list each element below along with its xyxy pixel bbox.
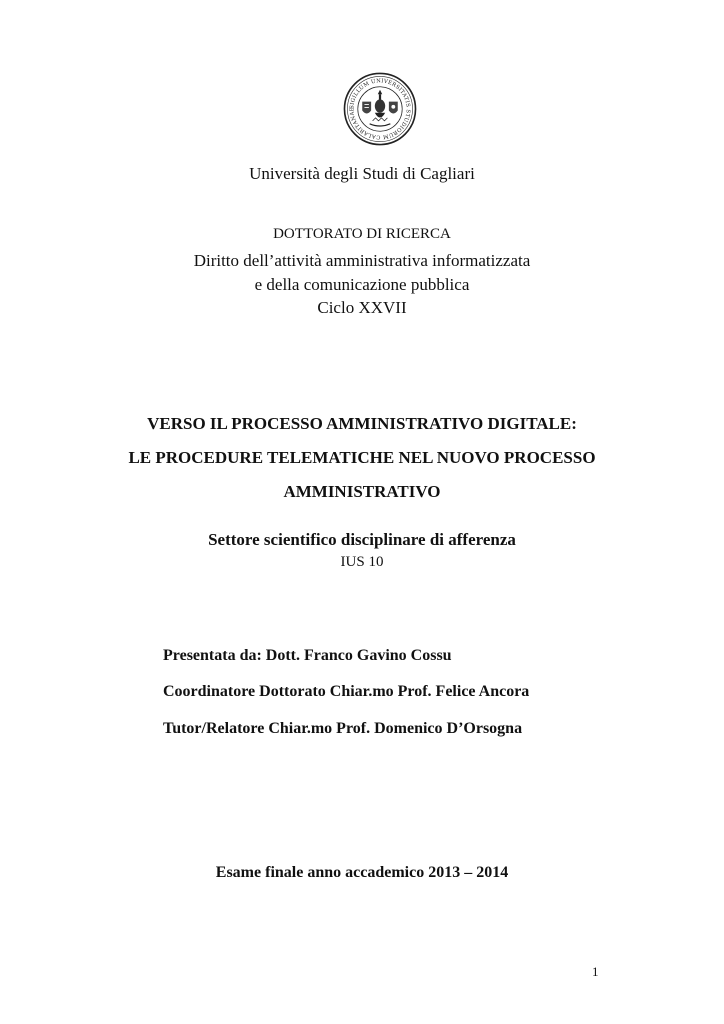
thesis-title-line1: VERSO IL PROCESSO AMMINISTRATIVO DIGITALE: [147, 414, 577, 433]
coordinator: Coordinatore Dottorato Chiar.mo Prof. Felice Ancora [163, 683, 530, 700]
thesis-title-line2: LE PROCEDURE TELEMATICHE NEL NUOVO PROCESSO [128, 448, 596, 467]
doctorate-cycle: Ciclo XXVII [317, 298, 407, 317]
final-exam: Esame finale anno accademico 2013 – 2014 [215, 864, 509, 881]
sector-label: Settore scientifico disciplinare di afferenza [208, 530, 516, 549]
thesis-title-line3: AMMINISTRATIVO [283, 482, 441, 501]
page-number: 1 [592, 964, 599, 979]
tutor: Tutor/Relatore Chiar.mo Prof. Domenico D’Orsogna [163, 720, 523, 737]
program-name-line1: Diritto dell’attività amministrativa informatizzata [193, 251, 531, 270]
university-name: Università degli Studi di Cagliari [249, 164, 475, 183]
program-name-line2: e della comunicazione pubblica [254, 275, 470, 294]
university-seal-icon [343, 72, 417, 146]
seal-ring-text: SIGILLUM UNIVERSITATIS STUDIORUM CALARITANAE [349, 78, 411, 140]
presented-by: Presentata da: Dott. Franco Gavino Cossu [163, 647, 452, 664]
doctorate-label: DOTTORATO DI RICERCA [273, 226, 451, 242]
sector-value: IUS 10 [340, 554, 384, 570]
